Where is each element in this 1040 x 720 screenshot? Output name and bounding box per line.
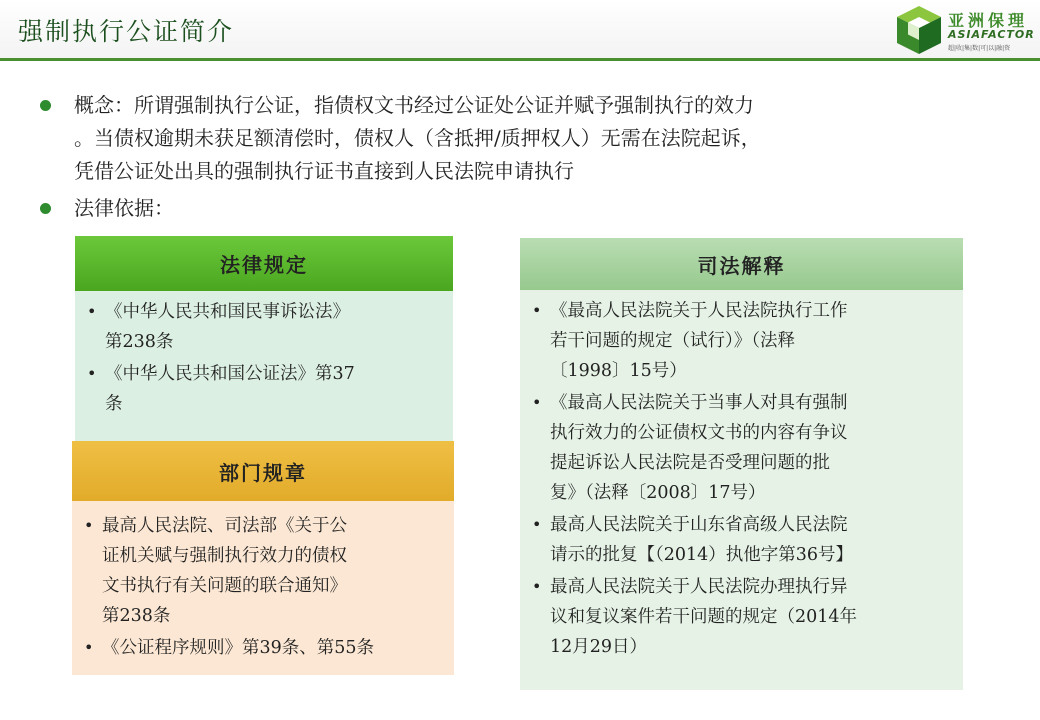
concept-line: 。当债权逾期未获足额清偿时，债权人（含抵押/质押权人）无需在法院起诉，	[74, 126, 761, 150]
logo-name-en: ASIAFACTOR	[948, 28, 1035, 41]
list-item: • 最高人民法院、司法部《关于公 证机关赋与强制执行效力的债权 文书执行有关问题的联合通知》 第238条	[72, 511, 454, 631]
laws-box-title: 法律规定	[75, 236, 453, 291]
rules-box-title: 部门规章	[72, 441, 454, 501]
title-bar	[0, 0, 1040, 58]
list-item: • 最高人民法院关于山东省高级人民法院 请示的批复【（2014）执他字第36号】	[520, 510, 963, 570]
rules-box-body	[72, 501, 454, 675]
laws-box-body	[75, 291, 453, 441]
list-item: • 《最高人民法院关于当事人对具有强制 执行效力的公证债权文书的内容有争议 提起诉讼人民法院是否受理问题的批 复》（法释〔2008〕17号）	[520, 388, 963, 508]
concept-line: 凭借公证处出具的强制执行证书直接到人民法院申请执行	[74, 159, 574, 183]
header-divider	[0, 58, 1040, 61]
judicial-box-title: 司法解释	[520, 238, 963, 290]
page-title: 强制执行公证简介	[18, 17, 235, 46]
judicial-box	[520, 238, 963, 690]
rules-box	[72, 441, 454, 675]
list-item: • 《中华人民共和国公证法》第37 条	[75, 359, 453, 419]
bullet-dot-icon	[40, 203, 51, 214]
legal-basis-label: 法律依据：	[74, 196, 174, 220]
cube-logo-icon	[894, 4, 944, 56]
logo-tagline: 超|收|集|数|可|以|融|资	[948, 45, 1011, 52]
list-item: • 《公证程序规则》第39条、第55条	[72, 633, 454, 663]
list-item: • 《最高人民法院关于人民法院执行工作 若干问题的规定（试行）》（法释 〔1998〕15号）	[520, 296, 963, 386]
company-logo	[894, 4, 1040, 58]
list-item: • 最高人民法院关于人民法院办理执行异 议和复议案件若干问题的规定（2014年 12月29日）	[520, 572, 963, 662]
logo-name-cn: 亚洲保理	[948, 11, 1029, 30]
judicial-box-body	[520, 290, 963, 690]
concept-text	[74, 89, 994, 188]
laws-box	[75, 236, 453, 441]
concept-line: 概念：所谓强制执行公证，指债权文书经过公证处公证并赋予强制执行的效力	[74, 93, 754, 117]
list-item: • 《中华人民共和国民事诉讼法》 第238条	[75, 297, 453, 357]
bullet-dot-icon	[40, 100, 51, 111]
